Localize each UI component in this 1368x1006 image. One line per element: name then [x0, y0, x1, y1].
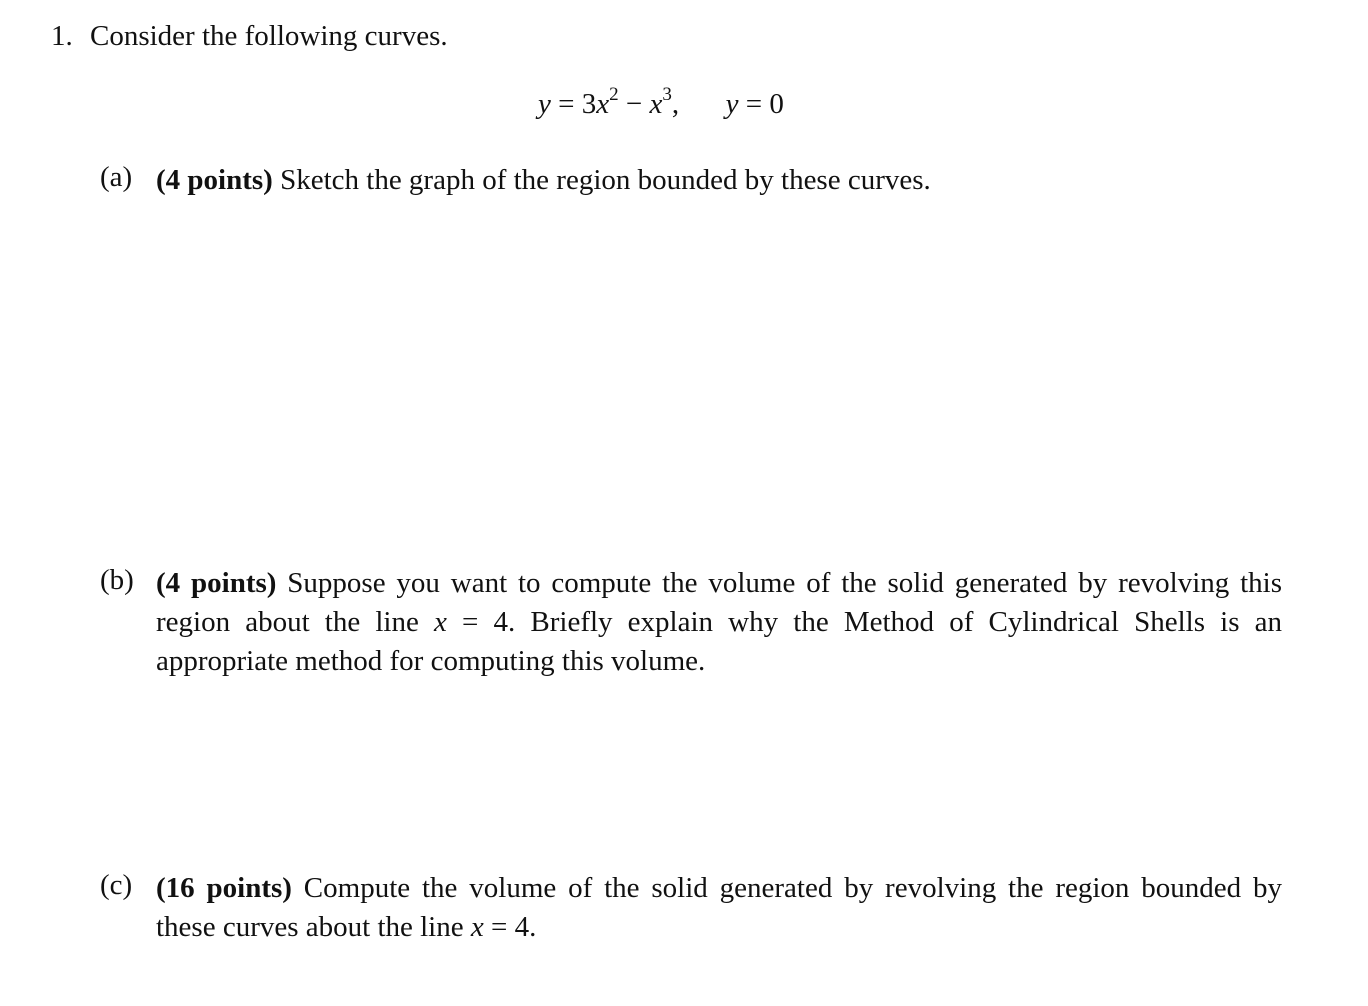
part-c-text	[156, 869, 1282, 947]
eq-exponent-3: 3	[662, 84, 672, 105]
part-b-answer-space[interactable]	[156, 690, 1282, 860]
part-a-question: Sketch the graph of the region bounded by these curves.	[280, 164, 931, 196]
part-b-text	[156, 564, 1282, 681]
problem-number: 1.	[51, 20, 73, 52]
part-a-label: (a)	[100, 161, 133, 193]
part-c-points: (16 points)	[156, 872, 292, 904]
eq-y-1: y	[538, 88, 551, 120]
eq-exponent-2: 2	[609, 84, 619, 105]
eq-x-1: x	[596, 88, 610, 120]
part-a-text	[156, 161, 1282, 200]
eq-equals-2: =	[745, 88, 763, 120]
part-a-points: (4 points)	[156, 164, 273, 196]
part-c-question-end: = 4.	[491, 911, 537, 943]
eq-equals-1: =	[558, 88, 575, 120]
part-b-points: (4 points)	[156, 567, 277, 599]
curve-equations	[538, 84, 784, 121]
part-b-label: (b)	[100, 564, 134, 596]
eq-zero: 0	[769, 88, 784, 120]
part-c-question-start: Compute the volume of the solid generated by revolving the region bounded by these curves about the line	[156, 872, 1283, 943]
part-c-variable-x: x	[470, 911, 484, 943]
part-b-variable-x: x	[434, 606, 447, 638]
eq-coefficient: 3	[581, 88, 597, 120]
eq-y-2: y	[725, 88, 739, 120]
eq-x-2: x	[649, 88, 663, 120]
eq-minus: −	[625, 88, 643, 120]
part-b-question-end: = 4. Briefly explain why the Method of Cylindrical Shells is an appropriate method for computing this volume.	[156, 606, 1282, 677]
eq-comma: ,	[671, 88, 680, 120]
part-c-label: (c)	[100, 869, 133, 901]
problem-intro: Consider the following curves.	[90, 20, 448, 52]
part-b-question-start: Suppose you want to compute the volume of the solid generated by revolving this region about the line	[156, 567, 1283, 638]
part-a-answer-space[interactable]	[156, 210, 1282, 550]
